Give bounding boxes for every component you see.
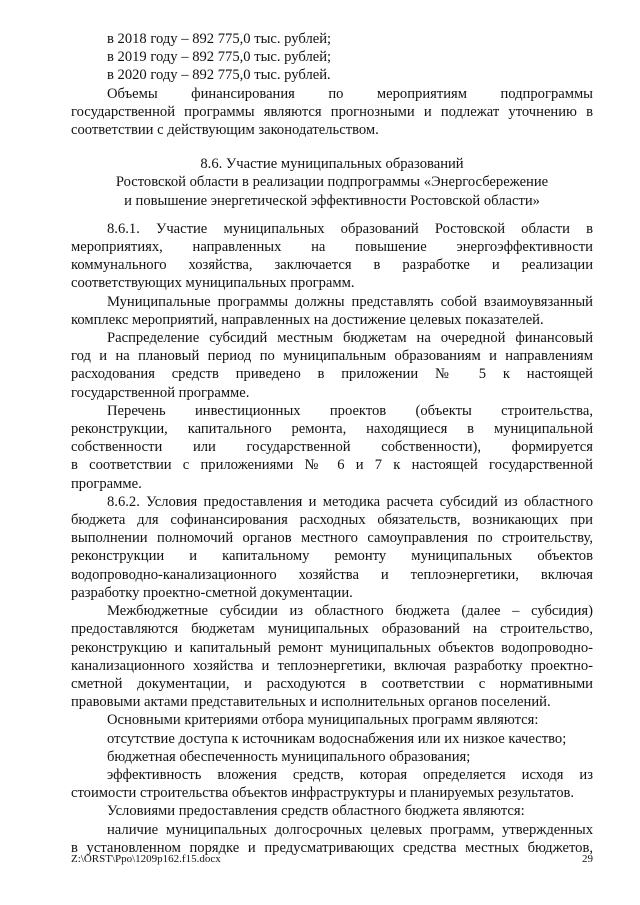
paragraph-line: 8.6.1. Участие муниципальных образований Ростовской области в [107,220,593,237]
paragraph-line: Перечень инвестиционных проектов (объекты строительства, [107,402,593,419]
paragraph-line: программе. [71,475,142,492]
paragraph-line: расходования средств приведено в приложении № 5 к настоящей [71,366,593,383]
section-heading: и повышение энергетической эффективности Ростовской области» [124,192,540,209]
paragraph-line: разработку проектно-сметной документации. [71,584,353,601]
paragraph-line: канализационного хозяйства и теплоэнергетики, включая разработку проектно- [71,657,593,674]
criteria-item: бюджетная обеспеченность муниципального образования; [107,748,471,765]
criteria-intro: Основными критериями отбора муниципальных программ являются: [107,712,539,729]
paragraph-line: Муниципальные программы должны представлять собой взаимоувязанный [107,293,593,310]
paragraph-line: бюджета для софинансирования расходных обязательств, возникающих при [71,512,593,529]
paragraph-line: реконструкции и капитальному ремонту муниципальных объектов [71,548,593,565]
section-heading: 8.6. Участие муниципальных образований [200,156,464,173]
paragraph-line: 8.6.2. Условия предоставления и методика расчета субсидий из областного [107,493,593,510]
criteria-item: отсутствие доступа к источникам водоснабжения или их низкое качество; [107,730,567,747]
document-body [71,30,593,857]
paragraph-line: предоставляются бюджетам муниципальных образований на строительство, [71,621,593,638]
spacer [71,139,593,155]
paragraph-line: Распределение субсидий местным бюджетам на очередной финансовый [107,330,593,347]
paragraph-line: стоимости строительства объектов инфраструктуры и планируемых результатов. [71,785,575,802]
paragraph-line: год и на плановый период по муниципальным образованиям и направлениям [71,348,593,365]
paragraph-line: мероприятиях, направленных на повышение энергоэффективности [71,239,593,256]
paragraph-line: реконструкции, капитального ремонта, находящиеся в муниципальной [71,421,593,438]
paragraph-line: государственной программе. [71,384,250,401]
section-heading: Ростовской области в реализации подпрограммы «Энергосбережение [115,174,549,191]
conditions-item: наличие муниципальных долгосрочных целевых программ, утвержденных [107,821,593,838]
conditions-intro: Условиями предоставления средств областного бюджета являются: [107,803,525,820]
paragraph-line: комплекс мероприятий, направленных на достижение целевых показателей. [71,311,544,328]
funding-line-2019: в 2019 году – 892 775,0 тыс. рублей; [107,49,332,66]
paragraph-line: соответствующих муниципальных программ. [71,275,355,292]
funding-line-2020: в 2020 году – 892 775,0 тыс. рублей. [107,67,331,84]
spacer [71,210,593,220]
file-path: Z:\ORST\Ppo\1209p162.f15.docx [71,853,221,865]
paragraph-line: государственной программы являются прогнозными и подлежат уточнению в [71,103,593,120]
page-number: 29 [582,853,593,865]
paragraph-line: собственности или государственной собственности), формируется [71,439,593,456]
paragraph-line: выполнении полномочий органов местного самоуправления по строительству, [71,530,593,547]
paragraph-line: коммунального хозяйства, заключается в разработке и реализации [71,257,593,274]
criteria-item: эффективность вложения средств, которая определяется исходя из [107,766,593,783]
paragraph-line: соответствии с действующим законодательством. [71,122,379,139]
paragraph-line: водопроводно-канализационного хозяйства и теплоэнергетики, включая [71,566,593,583]
paragraph-line: Объемы финансирования по мероприятиям подпрограммы [107,85,593,102]
paragraph-line: правовыми актами представительных и исполнительных органов поселений. [71,694,551,711]
paragraph-line: в соответствии с приложениями № 6 и 7 к настоящей государственной [71,457,593,474]
paragraph-line: реконструкцию и капитальный ремонт муниципальных объектов водопроводно- [71,639,593,656]
paragraph-line: Межбюджетные субсидии из областного бюджета (далее – субсидия) [107,603,593,620]
funding-line-2018: в 2018 году – 892 775,0 тыс. рублей; [107,31,332,47]
paragraph-line: сметной документации, и расходуются в соответствии с нормативными [71,675,593,692]
paragraph-line: в установленном порядке и предусматривающих средства местных бюджетов, [71,839,593,856]
